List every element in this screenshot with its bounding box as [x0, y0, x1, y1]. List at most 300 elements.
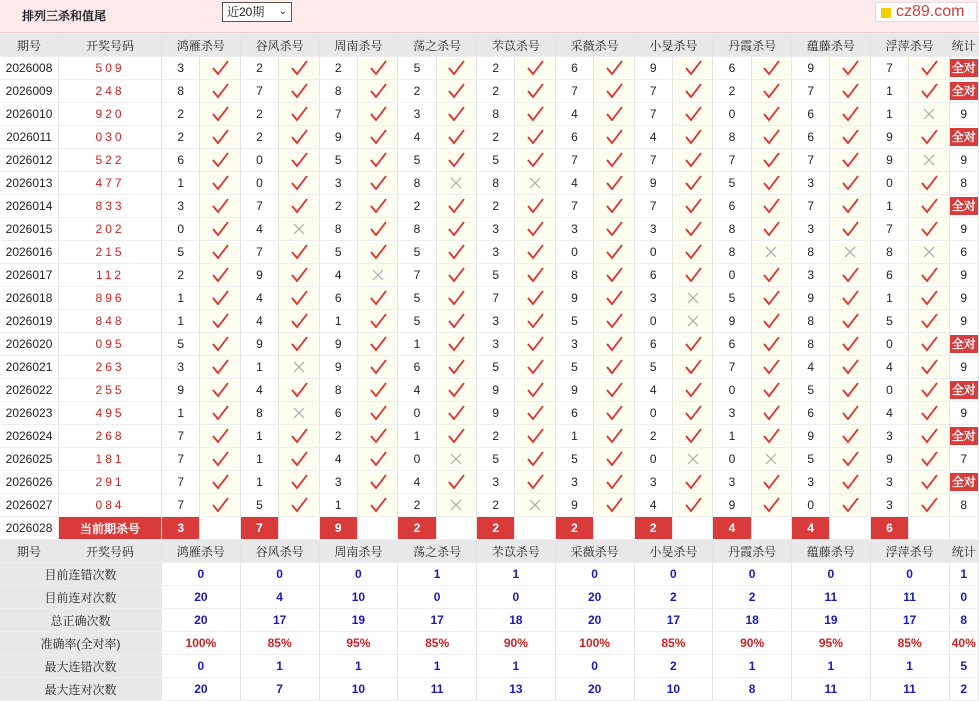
correct-count: 8 [960, 176, 968, 190]
current-kill-label: 当前期杀号 [59, 517, 162, 540]
cross-icon [446, 495, 466, 515]
result-mark-cell [909, 172, 949, 195]
result-mark-cell [672, 310, 712, 333]
result-mark-cell [200, 402, 240, 425]
draw-number-cell: 522 [59, 149, 162, 172]
current-kill-value: 2 [555, 517, 593, 540]
check-icon [210, 242, 230, 262]
check-icon [683, 334, 703, 354]
check-icon [919, 472, 939, 492]
kill-value-cell: 5 [555, 448, 593, 471]
period-cell: 2026020 [0, 333, 59, 356]
result-mark-cell [515, 218, 555, 241]
cross-icon [289, 219, 309, 239]
result-mark-cell [830, 218, 870, 241]
check-icon [604, 380, 624, 400]
result-mark-cell [909, 149, 949, 172]
kill-value-cell: 5 [398, 57, 436, 80]
check-icon [289, 311, 309, 331]
check-icon [368, 380, 388, 400]
draw-number-cell: 215 [59, 241, 162, 264]
kill-value-cell: 3 [477, 218, 515, 241]
stat-row [0, 563, 979, 586]
kill-value-cell: 2 [319, 57, 357, 80]
kill-value-cell: 0 [870, 333, 908, 356]
kill-value-cell: 5 [713, 287, 751, 310]
result-mark-cell [909, 80, 949, 103]
column-header: 蕴藤杀号 [792, 34, 871, 57]
result-mark-cell [279, 126, 319, 149]
check-icon [289, 242, 309, 262]
check-icon [525, 196, 545, 216]
kill-value-cell: 2 [319, 425, 357, 448]
kill-value-cell: 7 [398, 264, 436, 287]
kill-value-cell: 5 [319, 149, 357, 172]
kill-value-cell: 7 [555, 195, 593, 218]
check-icon [446, 150, 466, 170]
stat-label: 目前连错次数 [0, 563, 162, 586]
result-mark-cell [830, 195, 870, 218]
result-mark-cell [751, 172, 791, 195]
result-mark-cell [751, 287, 791, 310]
stat-value: 85% [240, 632, 319, 655]
result-mark-cell [751, 448, 791, 471]
check-icon [761, 472, 781, 492]
stat-value: 1 [477, 563, 556, 586]
result-mark-cell [279, 149, 319, 172]
check-icon [368, 311, 388, 331]
check-icon [683, 265, 703, 285]
kill-value-cell: 4 [792, 356, 830, 379]
result-mark-cell [830, 356, 870, 379]
stat-value: 7 [240, 678, 319, 701]
all-correct-badge: 全对 [951, 383, 976, 397]
check-icon [604, 242, 624, 262]
result-mark-cell [909, 103, 949, 126]
result-mark-cell [357, 333, 397, 356]
result-mark-cell [436, 379, 476, 402]
stat-value: 0 [634, 563, 713, 586]
stat-value: 5 [949, 655, 978, 678]
table-row [0, 241, 979, 264]
stat-value: 90% [477, 632, 556, 655]
check-icon [210, 380, 230, 400]
check-icon [210, 219, 230, 239]
stat-cell [949, 80, 978, 103]
result-mark-cell [830, 103, 870, 126]
stat-cell [949, 195, 978, 218]
result-mark-cell [200, 172, 240, 195]
kill-value-cell: 1 [870, 80, 908, 103]
check-icon [919, 81, 939, 101]
stat-value: 11 [398, 678, 477, 701]
check-icon [683, 426, 703, 446]
kill-value-cell: 7 [162, 471, 200, 494]
stat-value: 20 [555, 678, 634, 701]
check-icon [525, 334, 545, 354]
result-mark-cell [200, 195, 240, 218]
kill-value-cell: 3 [319, 172, 357, 195]
check-icon [604, 265, 624, 285]
check-icon [683, 403, 703, 423]
kill-value-cell: 9 [870, 448, 908, 471]
kill-value-cell: 5 [240, 494, 278, 517]
draw-number-cell: 920 [59, 103, 162, 126]
result-mark-cell [515, 126, 555, 149]
result-mark-cell [200, 218, 240, 241]
check-icon [604, 311, 624, 331]
check-icon [289, 495, 309, 515]
stat-value: 100% [162, 632, 241, 655]
kill-value-cell: 6 [162, 149, 200, 172]
kill-value-cell: 6 [634, 333, 672, 356]
stat-value: 20 [555, 586, 634, 609]
kill-value-cell: 4 [870, 402, 908, 425]
kill-value-cell: 6 [713, 333, 751, 356]
check-icon [368, 173, 388, 193]
check-icon [289, 58, 309, 78]
all-correct-badge: 全对 [951, 475, 976, 489]
check-icon [840, 449, 860, 469]
stat-cell [949, 310, 978, 333]
check-icon [368, 495, 388, 515]
result-mark-cell [909, 333, 949, 356]
result-mark-cell [279, 471, 319, 494]
result-mark-cell [672, 402, 712, 425]
result-mark-cell [515, 402, 555, 425]
result-mark-cell [672, 149, 712, 172]
kill-value-cell: 1 [398, 425, 436, 448]
period-cell: 2026014 [0, 195, 59, 218]
check-icon [210, 334, 230, 354]
result-mark-cell [594, 333, 634, 356]
kill-value-cell: 8 [792, 333, 830, 356]
check-icon [761, 219, 781, 239]
kill-value-cell: 8 [792, 241, 830, 264]
kill-value-cell: 1 [319, 310, 357, 333]
kill-value-cell: 2 [162, 264, 200, 287]
result-mark-cell [200, 356, 240, 379]
check-icon [446, 380, 466, 400]
check-icon [840, 495, 860, 515]
check-icon [446, 127, 466, 147]
check-icon [604, 472, 624, 492]
correct-count: 7 [960, 452, 968, 466]
stat-cell [949, 126, 978, 149]
kill-value-cell: 0 [713, 103, 751, 126]
kill-value-cell: 4 [634, 379, 672, 402]
result-mark-cell [594, 287, 634, 310]
result-mark-cell [515, 172, 555, 195]
kill-value-cell: 5 [398, 241, 436, 264]
stat-label: 目前连对次数 [0, 586, 162, 609]
check-icon [210, 449, 230, 469]
kill-value-cell: 0 [555, 241, 593, 264]
result-mark-cell [200, 57, 240, 80]
check-icon [604, 334, 624, 354]
kill-value-cell: 9 [713, 310, 751, 333]
check-icon [919, 495, 939, 515]
kill-value-cell: 1 [319, 494, 357, 517]
column-header: 芣苡杀号 [477, 34, 556, 57]
stat-value: 2 [634, 586, 713, 609]
kill-value-cell: 9 [240, 333, 278, 356]
check-icon [683, 150, 703, 170]
current-kill-value: 2 [398, 517, 436, 540]
result-mark-cell [909, 195, 949, 218]
result-mark-cell [436, 448, 476, 471]
kill-value-cell: 4 [240, 379, 278, 402]
table-row [0, 172, 979, 195]
check-icon [840, 127, 860, 147]
check-icon [604, 127, 624, 147]
period-cell: 2026011 [0, 126, 59, 149]
result-mark-cell [672, 80, 712, 103]
period-cell: 2026023 [0, 402, 59, 425]
kill-value-cell: 5 [634, 356, 672, 379]
stat-value: 1 [398, 563, 477, 586]
stat-value: 85% [398, 632, 477, 655]
kill-value-cell: 5 [870, 310, 908, 333]
check-icon [919, 219, 939, 239]
result-mark-cell [909, 402, 949, 425]
cross-icon [761, 242, 781, 262]
result-mark-cell [594, 379, 634, 402]
bottom-header-row [0, 540, 979, 563]
stat-value: 40% [949, 632, 978, 655]
column-header: 采薇杀号 [555, 34, 634, 57]
empty-cell [357, 517, 397, 540]
check-icon [761, 334, 781, 354]
check-icon [368, 196, 388, 216]
kill-number-table [0, 34, 979, 701]
stat-value: 11 [870, 586, 949, 609]
stat-value: 8 [713, 678, 792, 701]
kill-value-cell: 6 [555, 402, 593, 425]
result-mark-cell [751, 402, 791, 425]
stat-cell [949, 471, 978, 494]
table-row [0, 333, 979, 356]
kill-value-cell: 2 [477, 494, 515, 517]
table-row [0, 379, 979, 402]
kill-value-cell: 9 [555, 379, 593, 402]
result-mark-cell [436, 241, 476, 264]
result-mark-cell [909, 310, 949, 333]
kill-value-cell: 2 [162, 103, 200, 126]
kill-value-cell: 3 [713, 471, 751, 494]
result-mark-cell [279, 195, 319, 218]
kill-value-cell: 5 [555, 356, 593, 379]
result-mark-cell [357, 218, 397, 241]
stat-row [0, 632, 979, 655]
stat-cell [949, 103, 978, 126]
result-mark-cell [436, 333, 476, 356]
current-kill-value: 4 [713, 517, 751, 540]
column-header: 统计 [949, 34, 978, 57]
kill-value-cell: 2 [240, 57, 278, 80]
check-icon [289, 426, 309, 446]
logo-text: cz89.com [896, 3, 965, 20]
kill-value-cell: 3 [162, 356, 200, 379]
kill-value-cell: 4 [240, 287, 278, 310]
check-icon [289, 449, 309, 469]
kill-value-cell: 2 [240, 126, 278, 149]
cross-icon [683, 449, 703, 469]
kill-value-cell: 8 [713, 126, 751, 149]
result-mark-cell [830, 425, 870, 448]
check-icon [683, 495, 703, 515]
check-icon [289, 288, 309, 308]
check-icon [446, 219, 466, 239]
check-icon [210, 150, 230, 170]
result-mark-cell [200, 494, 240, 517]
check-icon [840, 150, 860, 170]
check-icon [446, 288, 466, 308]
result-mark-cell [279, 57, 319, 80]
table-row [0, 471, 979, 494]
result-mark-cell [594, 149, 634, 172]
check-icon [604, 219, 624, 239]
result-mark-cell [751, 494, 791, 517]
kill-value-cell: 7 [634, 80, 672, 103]
result-mark-cell [830, 126, 870, 149]
result-mark-cell [594, 402, 634, 425]
stat-value: 19 [319, 609, 398, 632]
kill-value-cell: 0 [240, 172, 278, 195]
stat-cell [949, 356, 978, 379]
kill-value-cell: 7 [162, 494, 200, 517]
kill-value-cell: 0 [240, 149, 278, 172]
kill-value-cell: 5 [555, 310, 593, 333]
check-icon [446, 104, 466, 124]
table-row [0, 218, 979, 241]
result-mark-cell [436, 310, 476, 333]
check-icon [761, 81, 781, 101]
site-logo[interactable] [875, 2, 977, 22]
result-mark-cell [436, 264, 476, 287]
check-icon [761, 196, 781, 216]
column-header: 统计 [949, 540, 978, 563]
empty-cell [515, 517, 555, 540]
check-icon [840, 403, 860, 423]
result-mark-cell [594, 356, 634, 379]
stat-value: 1 [319, 655, 398, 678]
correct-count: 9 [960, 222, 968, 236]
column-header: 采薇杀号 [555, 540, 634, 563]
kill-value-cell: 6 [555, 57, 593, 80]
stat-label: 总正确次数 [0, 609, 162, 632]
draw-number-cell: 509 [59, 57, 162, 80]
result-mark-cell [751, 425, 791, 448]
top-header-row [0, 34, 979, 57]
kill-value-cell: 3 [477, 333, 515, 356]
cross-icon [919, 104, 939, 124]
stat-value: 1 [870, 655, 949, 678]
kill-value-cell: 2 [634, 425, 672, 448]
kill-value-cell: 4 [870, 356, 908, 379]
kill-value-cell: 3 [477, 241, 515, 264]
period-cell: 2026018 [0, 287, 59, 310]
result-mark-cell [830, 149, 870, 172]
result-mark-cell [357, 149, 397, 172]
kill-value-cell: 6 [555, 126, 593, 149]
result-mark-cell [200, 126, 240, 149]
empty-cell [909, 517, 949, 540]
check-icon [368, 403, 388, 423]
result-mark-cell [751, 379, 791, 402]
check-icon [525, 150, 545, 170]
result-mark-cell [672, 379, 712, 402]
kill-value-cell: 7 [162, 448, 200, 471]
kill-value-cell: 3 [792, 172, 830, 195]
stat-value: 17 [240, 609, 319, 632]
kill-value-cell: 2 [477, 80, 515, 103]
check-icon [210, 403, 230, 423]
all-correct-badge: 全对 [951, 61, 976, 75]
result-mark-cell [200, 310, 240, 333]
kill-value-cell: 4 [634, 126, 672, 149]
kill-value-cell: 5 [477, 264, 515, 287]
check-icon [683, 104, 703, 124]
check-icon [368, 426, 388, 446]
check-icon [525, 219, 545, 239]
check-icon [683, 127, 703, 147]
result-mark-cell [357, 172, 397, 195]
kill-value-cell: 5 [477, 149, 515, 172]
check-icon [446, 242, 466, 262]
empty-cell [672, 517, 712, 540]
result-mark-cell [436, 126, 476, 149]
period-range-select[interactable] [222, 2, 292, 22]
kill-value-cell: 9 [870, 149, 908, 172]
period-cell: 2026025 [0, 448, 59, 471]
kill-value-cell: 3 [162, 195, 200, 218]
result-mark-cell [830, 402, 870, 425]
check-icon [761, 265, 781, 285]
result-mark-cell [357, 402, 397, 425]
stat-cell [949, 448, 978, 471]
correct-count: 9 [960, 291, 968, 305]
result-mark-cell [357, 264, 397, 287]
check-icon [525, 81, 545, 101]
stat-value: 0 [162, 655, 241, 678]
draw-number-cell: 848 [59, 310, 162, 333]
check-icon [683, 219, 703, 239]
kill-value-cell: 0 [634, 241, 672, 264]
stat-value: 1 [713, 655, 792, 678]
result-mark-cell [830, 379, 870, 402]
check-icon [210, 357, 230, 377]
result-mark-cell [515, 287, 555, 310]
kill-value-cell: 1 [240, 425, 278, 448]
top-bar [0, 0, 979, 33]
check-icon [368, 288, 388, 308]
stat-value: 2 [949, 678, 978, 701]
draw-number-cell: 291 [59, 471, 162, 494]
result-mark-cell [279, 448, 319, 471]
result-mark-cell [830, 471, 870, 494]
check-icon [210, 472, 230, 492]
check-icon [919, 311, 939, 331]
kill-value-cell: 7 [634, 195, 672, 218]
kill-value-cell: 1 [162, 310, 200, 333]
result-mark-cell [436, 402, 476, 425]
column-header: 荡之杀号 [398, 34, 477, 57]
stat-value: 95% [319, 632, 398, 655]
period-cell: 2026016 [0, 241, 59, 264]
kill-value-cell: 8 [792, 310, 830, 333]
stat-cell [949, 425, 978, 448]
